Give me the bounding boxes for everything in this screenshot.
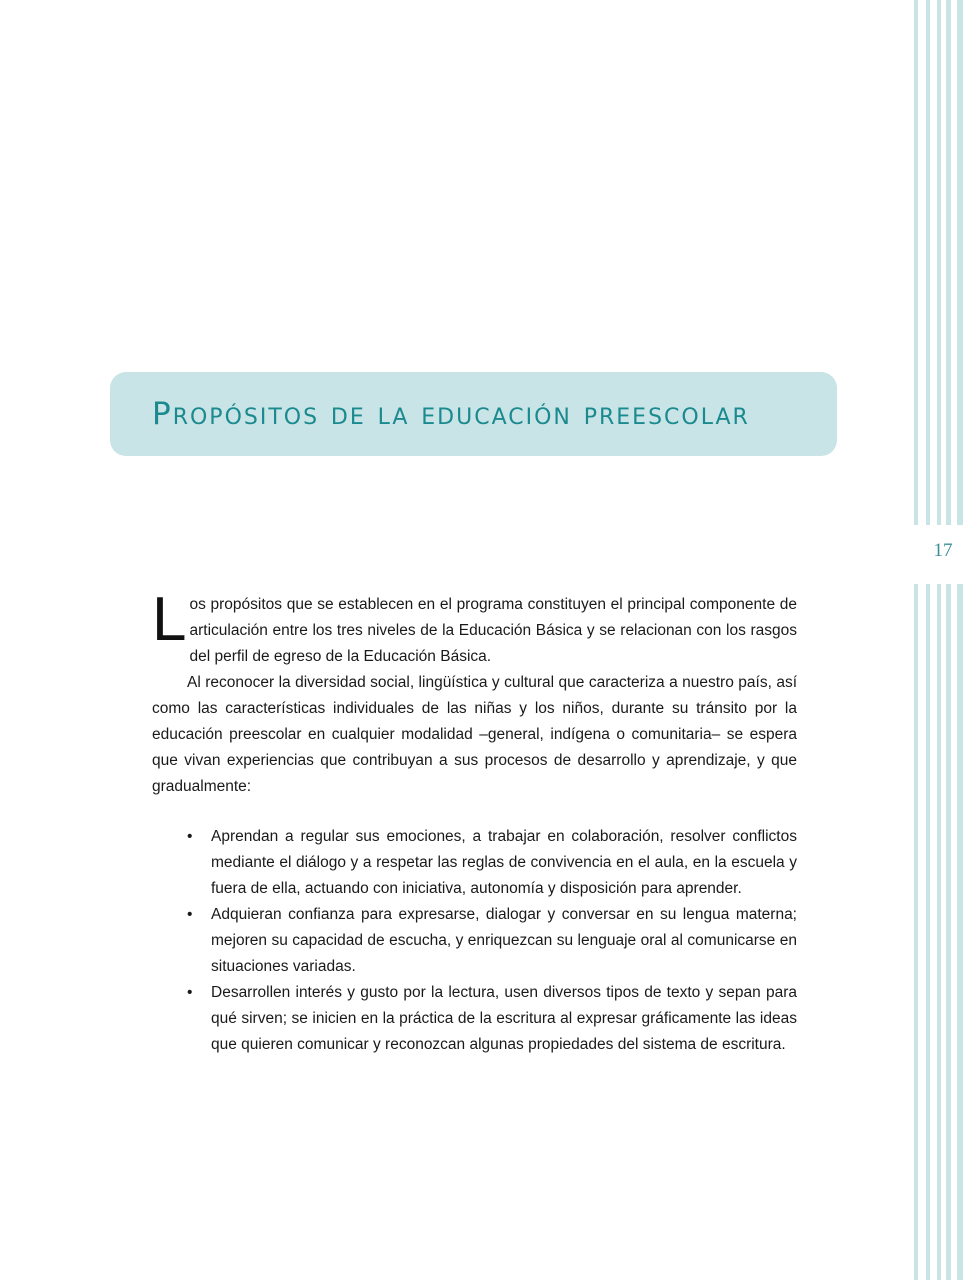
section-title: Propósitos de la educación preescolar [152,396,750,432]
list-item-text: Adquieran confianza para expresarse, dialogar y conversar en su lengua materna; mejoren su capacidad de escucha, y enriquezcan su lenguaje oral al comunicarse en situaciones variadas. [211,906,797,975]
intro-paragraph [152,585,797,670]
bullet-icon: • [187,828,193,845]
margin-stripe [914,584,918,1280]
margin-stripe [957,584,963,1280]
list-item [152,824,797,902]
page-number: 17 [933,540,953,561]
list-item-text: Desarrollen interés y gusto por la lectura, usen diversos tipos de texto y sepan para qué sirven; se inicien en la práctica de la escritura al expresar gráficamente las ideas que quieren comunicar y reconozcan algunas propiedades del sistema de escritura. [211,984,797,1053]
body-text [152,585,797,1058]
margin-stripe [946,584,951,1280]
paragraph-2: Al reconocer la diversidad social, lingüística y cultural que caracteriza a nuestro país, así como las características individuales de las niñas y los niños, durante su tránsito por la educación preescolar en cualquier modalidad –general, indígena o comunitaria– se espera que vivan experiencias que contribuyan a sus procesos de desarrollo y aprendizaje, y que gradualmente: [152,674,797,795]
bullet-icon: • [187,906,193,923]
list-item-text: Aprendan a regular sus emociones, a trabajar en colaboración, resolver conflictos mediante el diálogo y a respetar las reglas de convivencia en el aula, en la escuela y fuera de ella, actuando con iniciativa, autonomía y disposición para aprender. [211,828,797,897]
margin-stripe [946,0,951,525]
bullet-icon: • [187,984,193,1001]
margin-stripe [937,584,941,1280]
margin-stripe [926,0,930,525]
intro-text: os propósitos que se establecen en el programa constituyen el principal componente de articulación entre los tres niveles de la Educación Básica y se relacionan con los rasgos del perfil de egreso de la Educación Básica. [189,596,797,665]
margin-stripe [926,584,930,1280]
title-band [110,372,837,456]
list-item [152,980,797,1058]
purposes-list [152,824,797,1058]
drop-cap: L [152,585,187,654]
list-item [152,902,797,980]
margin-stripe [937,0,941,525]
margin-stripe [914,0,918,525]
margin-stripe [957,0,963,525]
